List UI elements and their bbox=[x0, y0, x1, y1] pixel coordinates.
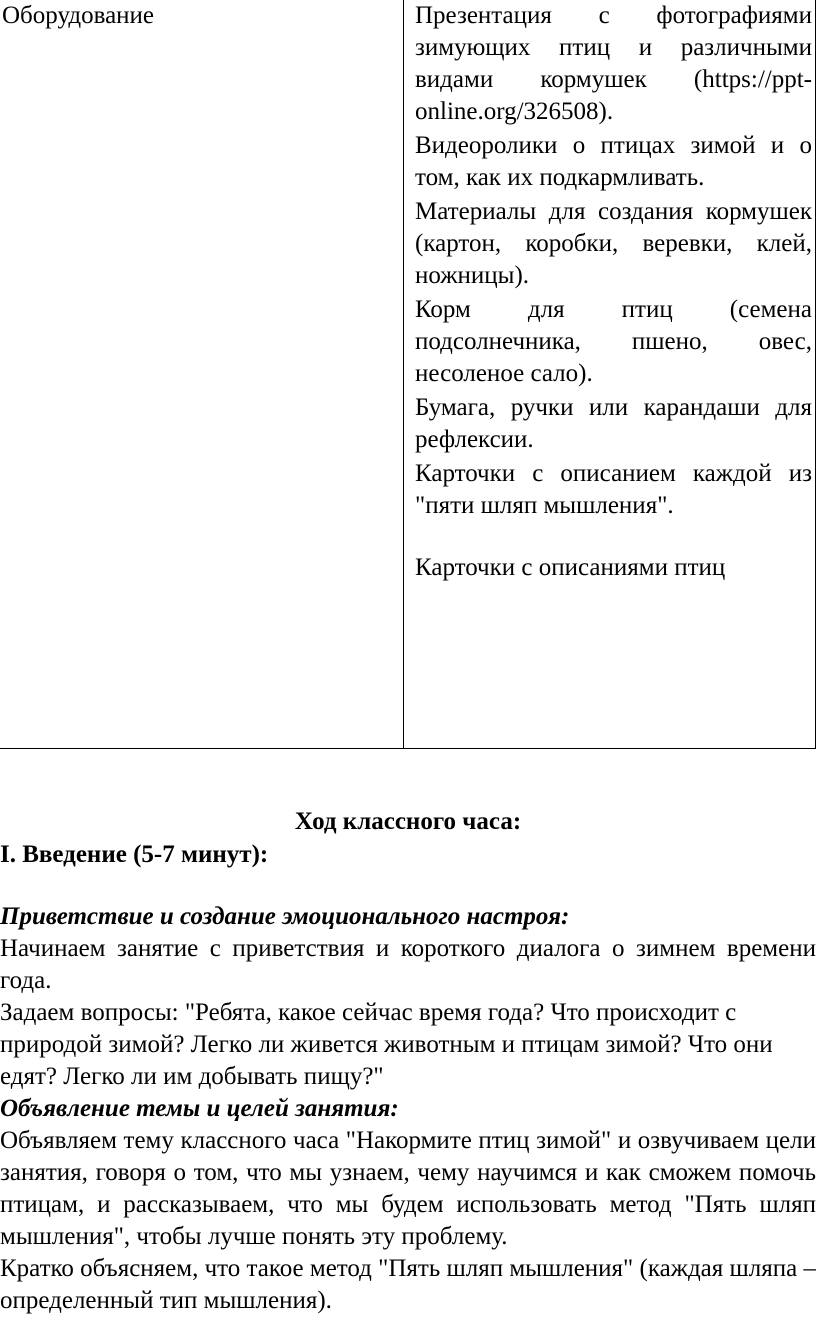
equipment-item: Презентация с фотографиями зимующих птиц и различными видами кормушек (https://ppt-online.org/326508). bbox=[415, 2, 812, 125]
topic-heading: Объявление темы и целей занятия: bbox=[0, 1095, 399, 1122]
lesson-title: Ход классного часа: bbox=[294, 808, 522, 835]
equipment-label-cell bbox=[0, 0, 404, 749]
greeting-heading: Приветствие и создание эмоционального настроя: bbox=[0, 903, 570, 930]
equipment-items-cell bbox=[404, 0, 816, 749]
equipment-item: Корм для птиц (семена подсолнечника, пшено, овес, несоленое сало). bbox=[415, 296, 812, 387]
equipment-label: Оборудование bbox=[2, 2, 155, 29]
greeting-questions-paragraph: Задаем вопросы: "Ребята, какое сейчас время года? Что происходит с природой зимой? Легко ли живется животным и птицам зимой? Что они едят? Легко ли им добывать пищу?" bbox=[0, 999, 773, 1090]
equipment-item: Карточки с описаниями птиц bbox=[415, 554, 726, 581]
greeting-paragraph: Начинаем занятие с приветствия и короткого диалога о зимнем времени года. bbox=[0, 935, 816, 994]
spacer bbox=[0, 872, 816, 901]
equipment-item: Видеоролики о птицах зимой и о том, как их подкармливать. bbox=[415, 132, 812, 191]
lesson-content bbox=[0, 806, 816, 1317]
equipment-item: Материалы для создания кормушек (картон, коробки, веревки, клей, ножницы). bbox=[415, 198, 812, 289]
equipment-item: Карточки с описанием каждой из "пяти шляп мышления". bbox=[415, 460, 812, 519]
section-heading: I. Введение (5-7 минут): bbox=[0, 841, 269, 868]
method-paragraph: Кратко объясняем, что такое метод "Пять шляп мышления" (каждая шляпа – определенный тип мышления). bbox=[0, 1255, 816, 1314]
equipment-item: Бумага, ручки или карандаши для рефлексии. bbox=[415, 394, 812, 453]
topic-paragraph: Объявляем тему классного часа "Накормите птиц зимой" и озвучиваем цели занятия, говоря о том, что мы узнаем, чему научимся и как сможем помочь птицам, и рассказываем, что мы будем использовать метод "Пять шляп мышления", чтобы лучше понять эту проблему. bbox=[0, 1127, 816, 1250]
